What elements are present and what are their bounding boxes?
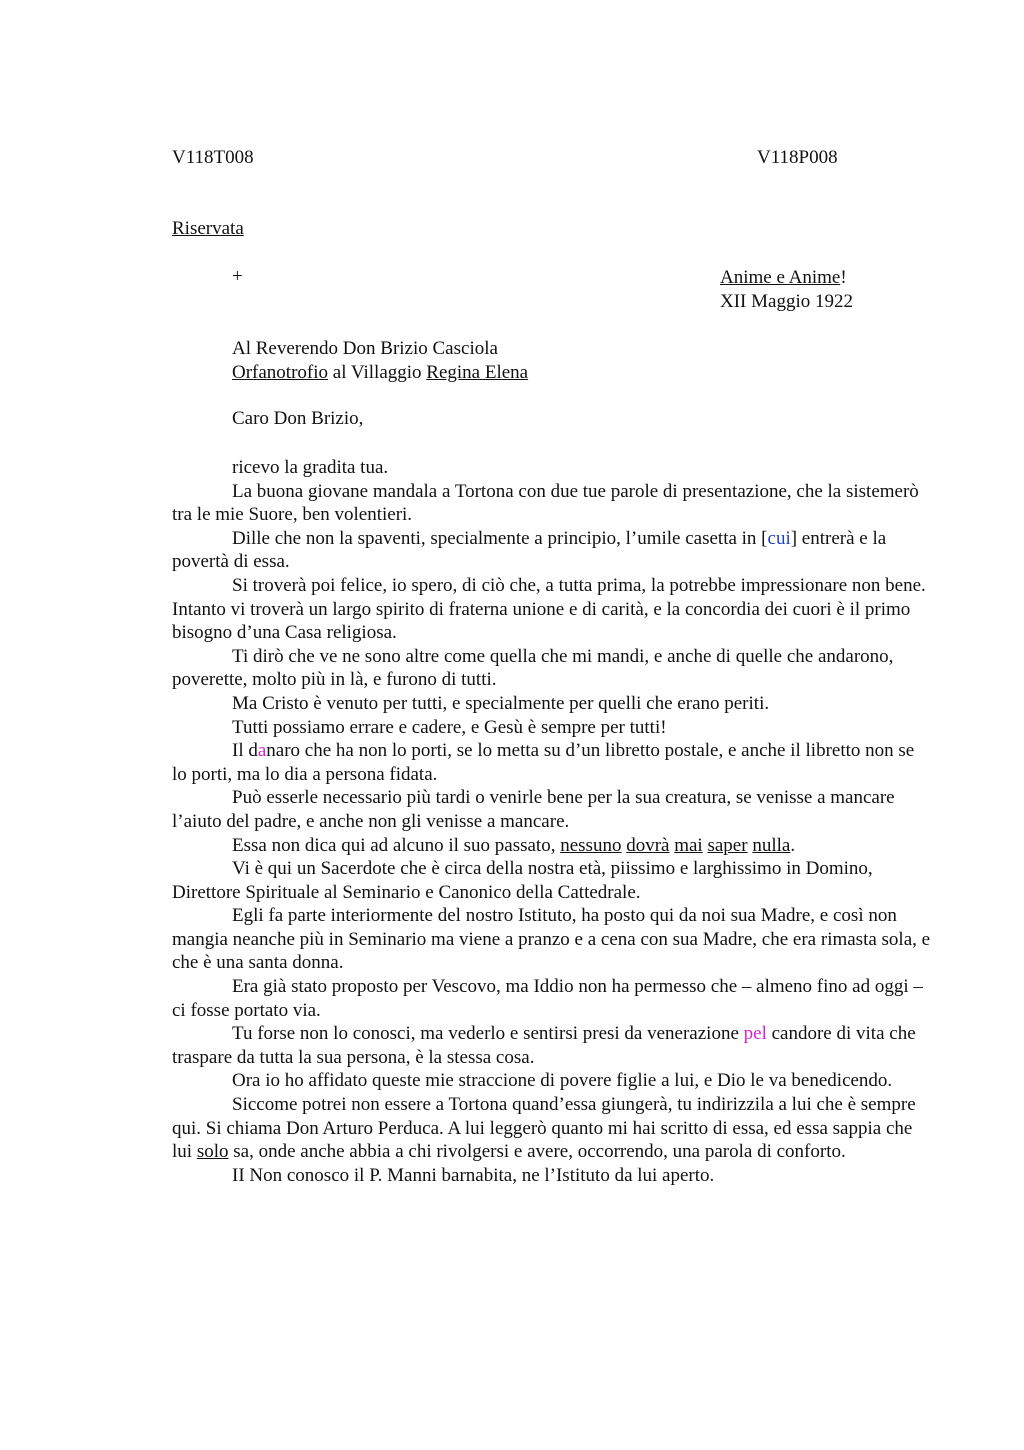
underlined-nessuno: nessuno — [560, 834, 622, 856]
cross-symbol: + — [232, 266, 243, 287]
p14-text-c: candore di vita che traspare da tutta la sua persona, è la stessa cosa. — [172, 1023, 916, 1068]
paragraph-10 — [172, 834, 932, 858]
paragraph-17: II Non conosco il P. Manni barnabita, ne l’Istituto da lui aperto. — [232, 1164, 715, 1186]
paragraph-12: Egli fa parte interiormente del nostro Istituto, ha posto qui da noi sua Madre, e così non mangia neanche più in Seminario ma viene a pranzo e a cena con sua Madre, che era rimasta sola, e che è una santa donna. — [172, 905, 931, 974]
paragraph-8 — [172, 739, 932, 786]
underlined-nulla: nulla — [752, 834, 791, 856]
paragraph-11: Vi è qui un Sacerdote che è circa della nostra età, piissimo e larghissimo in Domino, Direttore Spirituale al Seminario e Canonico della Cattedrale. — [172, 858, 873, 903]
p8-text-c: naro che ha non lo porti, se lo metta su d’un libretto postale, e anche il libretto non se lo porti, ma lo dia a persona fidata. — [172, 740, 915, 785]
motto-text: Anime e Anime — [720, 267, 841, 288]
address-connector: al Villaggio — [328, 362, 427, 383]
p3-text-a: Dille che non la spaventi, specialmente a principio, l’umile casetta in [ — [232, 527, 768, 549]
p10-text-a: Essa non dica qui ad alcuno il suo passato, — [232, 834, 561, 856]
paragraph-15: Ora io ho affidato queste mie straccione di povere figlie a lui, e Dio le va benedicendo. — [232, 1070, 893, 1092]
address-village: Regina Elena — [426, 362, 529, 383]
recipient-address — [232, 337, 528, 385]
paragraph-14 — [172, 1022, 932, 1069]
underlined-mai: mai — [674, 834, 703, 856]
paragraph-6: Ma Cristo è venuto per tutti, e specialmente per quelli che erano periti. — [232, 692, 770, 714]
motto — [720, 266, 853, 290]
address-line-2 — [232, 361, 528, 385]
confidential-label: Riservata — [172, 218, 244, 239]
editorial-letter-a: a — [257, 740, 267, 762]
p10-period: . — [790, 834, 796, 856]
paragraph-5: Ti dirò che ve ne sono altre come quella che mi mandi, e anche di quelle che andarono, poverette, molto più in là, e furono di tutti. — [172, 645, 894, 691]
address-orphanage: Orfanotrofio — [232, 362, 329, 383]
paragraph-9: Può esserle necessario più tardi o venirle bene per la sua creatura, se venisse a mancare l’aiuto del padre, e anche non gli venisse a mancare. — [172, 787, 895, 832]
underlined-dovra: dovrà — [626, 834, 670, 856]
paragraph-3 — [172, 527, 932, 574]
underlined-solo: solo — [196, 1141, 229, 1163]
p3-text-c: ] entrerà e la povertà di essa. — [172, 527, 887, 573]
p16-text-c: sa, onde anche abbia a chi rivolgersi e avere, occorrendo, una parola di conforto. — [228, 1141, 846, 1163]
motto-and-date — [720, 266, 853, 314]
paragraph-7: Tutti possiamo errare e cadere, e Gesù è sempre per tutti! — [232, 716, 667, 738]
editorial-word-pel: pel — [743, 1023, 767, 1045]
paragraph-1: ricevo la gradita tua. — [232, 457, 389, 478]
address-line-1: Al Reverendo Don Brizio Casciola — [232, 338, 498, 359]
letter-date: XII Maggio 1922 — [720, 291, 853, 312]
letter-body — [172, 456, 932, 1187]
salutation: Caro Don Brizio, — [232, 408, 364, 429]
editorial-insert-cui: cui — [767, 527, 791, 549]
motto-exclamation: ! — [840, 267, 847, 288]
paragraph-13: Era già stato proposto per Vescovo, ma Iddio non ha permesso che – almeno fino ad oggi – ci fosse portato via. — [172, 976, 923, 1021]
paragraph-4: Si troverà poi felice, io spero, di ciò che, a tutta prima, la potrebbe impressionare non bene. Intanto vi troverà un largo spirito di fraterna unione e di carità, e la concordia dei cuori è il primo bisogno d’una Casa religiosa. — [172, 574, 926, 644]
document-code-left: V118T008 — [172, 147, 254, 168]
document-code-right: V118P008 — [757, 147, 838, 168]
p16-text-a: Siccome potrei non essere a Tortona quand’essa giungerà, tu indirizzila a lui che è sempre qui. Si chiama Don Arturo Perduca. A lui leggerò quanto mi hai scritto di essa, ed essa sappia che lui — [172, 1094, 916, 1163]
p14-text-a: Tu forse non lo conosci, ma vederlo e sentirsi presi da venerazione — [232, 1023, 744, 1045]
paragraph-16 — [172, 1093, 932, 1164]
underlined-saper: saper — [707, 834, 748, 856]
p8-text-a: Il d — [232, 740, 258, 762]
paragraph-2: La buona giovane mandala a Tortona con due tue parole di presentazione, che la sistemerò tra le mie Suore, ben volentieri. — [172, 480, 919, 526]
